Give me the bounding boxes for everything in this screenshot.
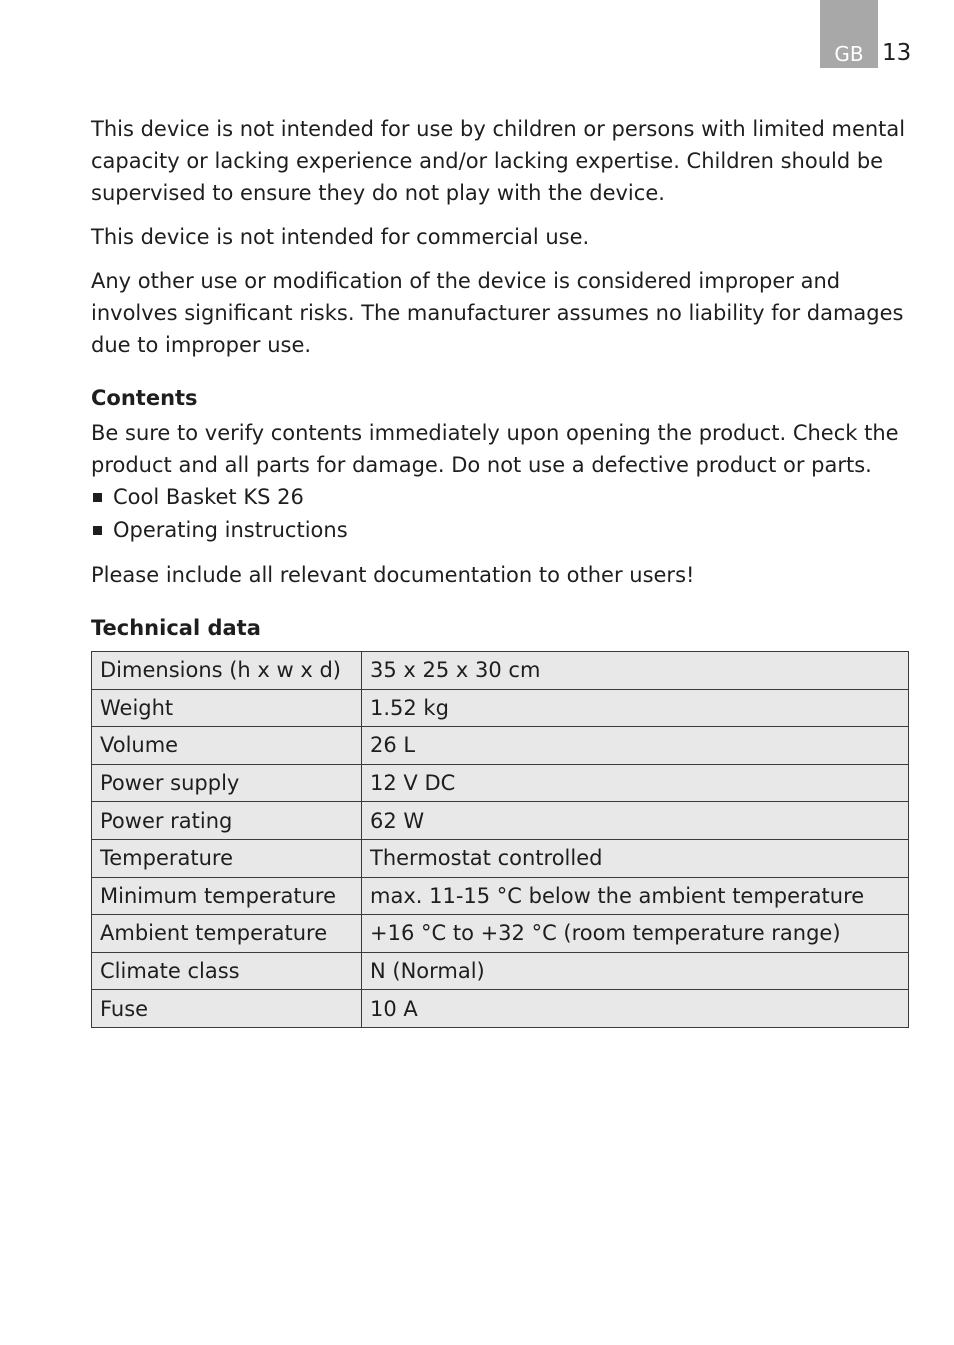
square-bullet-icon (93, 526, 102, 535)
table-cell-value: 35 x 25 x 30 cm (362, 652, 909, 690)
table-cell-value: 10 A (362, 990, 909, 1028)
table-cell-value: Thermostat controlled (362, 839, 909, 877)
table-cell-value: N (Normal) (362, 952, 909, 990)
paragraph-intended-use: This device is not intended for use by children or persons with limited mental capacity or lacking experience and/or lacking expertise. Children should be supervised to ensure they do not play with the device. (91, 117, 906, 205)
table-cell-label: Power rating (92, 802, 362, 840)
paragraph-commercial-use: This device is not intended for commercial use. (91, 225, 590, 249)
technical-data-heading: Technical data (91, 616, 261, 640)
technical-data-table (91, 651, 909, 1028)
table-cell-label: Climate class (92, 952, 362, 990)
table-row (92, 990, 909, 1028)
table-cell-label: Power supply (92, 764, 362, 802)
contents-intro: Be sure to verify contents immediately upon opening the product. Check the product and all parts for damage. Do not use a defective product or parts. (91, 421, 899, 477)
table-cell-label: Minimum temperature (92, 877, 362, 915)
table-cell-label: Dimensions (h x w x d) (92, 652, 362, 690)
table-row (92, 652, 909, 690)
paragraph-improper-use: Any other use or modification of the device is considered improper and involves significant risks. The manufacturer assumes no liability for damages due to improper use. (91, 269, 904, 357)
list-item-text: Operating instructions (113, 518, 348, 542)
language-label: GB (834, 42, 864, 66)
table-row (92, 727, 909, 765)
table-cell-value: 62 W (362, 802, 909, 840)
table-cell-value: 1.52 kg (362, 689, 909, 727)
square-bullet-icon (93, 493, 102, 502)
table-row (92, 802, 909, 840)
table-row (92, 839, 909, 877)
language-tab (820, 0, 878, 68)
table-cell-value: max. 11-15 °C below the ambient temperature (362, 877, 909, 915)
list-item-text: Cool Basket KS 26 (113, 485, 304, 509)
list-item (91, 514, 911, 547)
page-content (91, 113, 911, 1028)
contents-heading: Contents (91, 386, 198, 410)
table-cell-value: +16 °C to +32 °C (room temperature range) (362, 915, 909, 953)
contents-list (91, 481, 911, 547)
table-row (92, 915, 909, 953)
page-number: 13 (882, 40, 912, 66)
table-cell-label: Temperature (92, 839, 362, 877)
table-row (92, 877, 909, 915)
table-cell-label: Volume (92, 727, 362, 765)
table-cell-value: 26 L (362, 727, 909, 765)
list-item (91, 481, 911, 514)
table-cell-value: 12 V DC (362, 764, 909, 802)
table-row (92, 952, 909, 990)
table-cell-label: Ambient temperature (92, 915, 362, 953)
documentation-note: Please include all relevant documentation to other users! (91, 563, 695, 587)
table-row (92, 764, 909, 802)
table-cell-label: Weight (92, 689, 362, 727)
table-cell-label: Fuse (92, 990, 362, 1028)
table-row (92, 689, 909, 727)
